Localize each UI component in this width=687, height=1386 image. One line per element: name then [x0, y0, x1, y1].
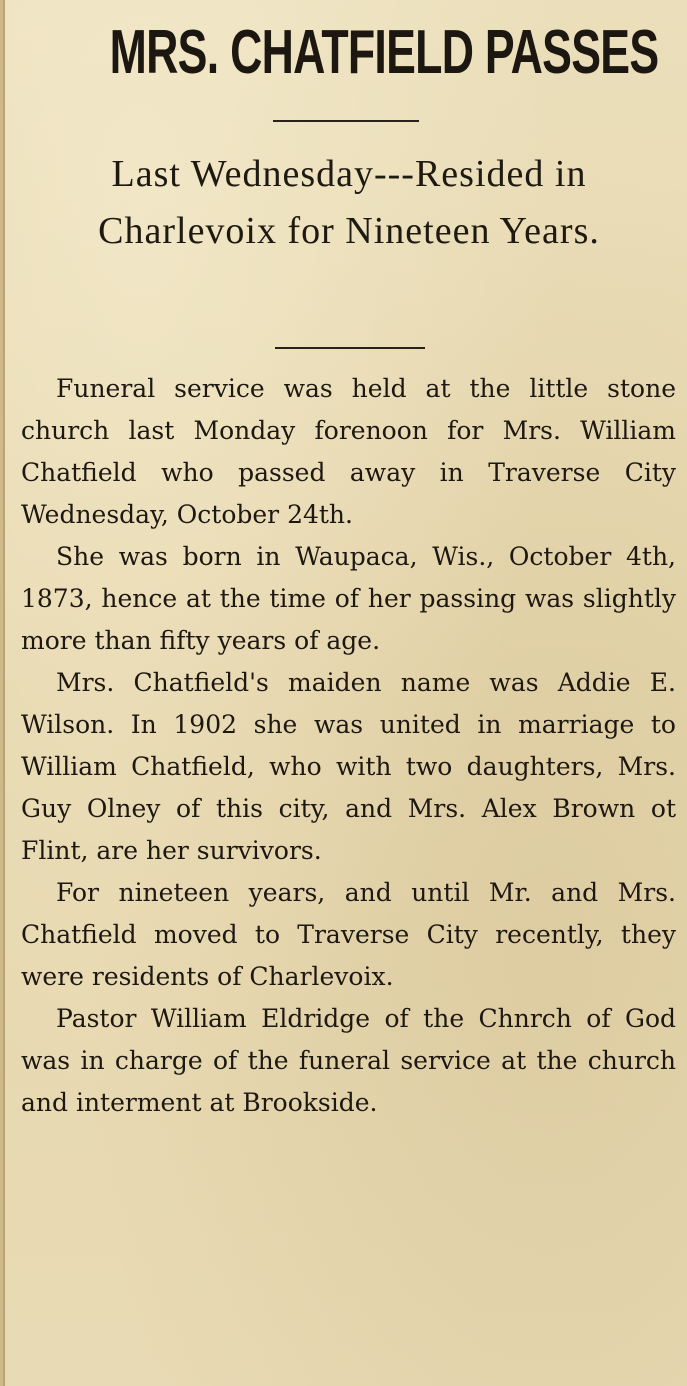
paragraph-residence: For nineteen years, and until Mr. and Mrs. Chatfield moved to Traverse City recently, they were residents of Charlevoix. — [21, 878, 676, 991]
headline-divider — [273, 120, 419, 122]
paragraph-officiant: Pastor William Eldridge of the Chnrch of God was in charge of the funeral service at the church and interment at Brookside. — [21, 1004, 676, 1117]
paragraph-birth: She was born in Waupaca, Wis., October 4th, 1873, hence at the time of her passing was slightly more than fifty years of age. — [21, 542, 676, 655]
article-body — [21, 368, 676, 1124]
paragraph-marriage: Mrs. Chatfield's maiden name was Addie E. Wilson. In 1902 she was united in marriage to William Chatfield, who with two daughters, Mrs. Guy Olney of this city, and Mrs. Alex Brown ot Flint, are her survivors. — [21, 668, 676, 865]
subheadline: Last Wednesday---Resided in Charlevoix for Nineteen Years. — [98, 153, 600, 252]
headline: MRS. CHATFIELD PASSES — [109, 18, 659, 87]
column-rule — [3, 0, 5, 1386]
paragraph-funeral-service: Funeral service was held at the little stone church last Monday forenoon for Mrs. William Chatfield who passed away in Traverse City Wednesday, October 24th. — [21, 374, 676, 529]
subheadline-divider — [275, 347, 425, 349]
